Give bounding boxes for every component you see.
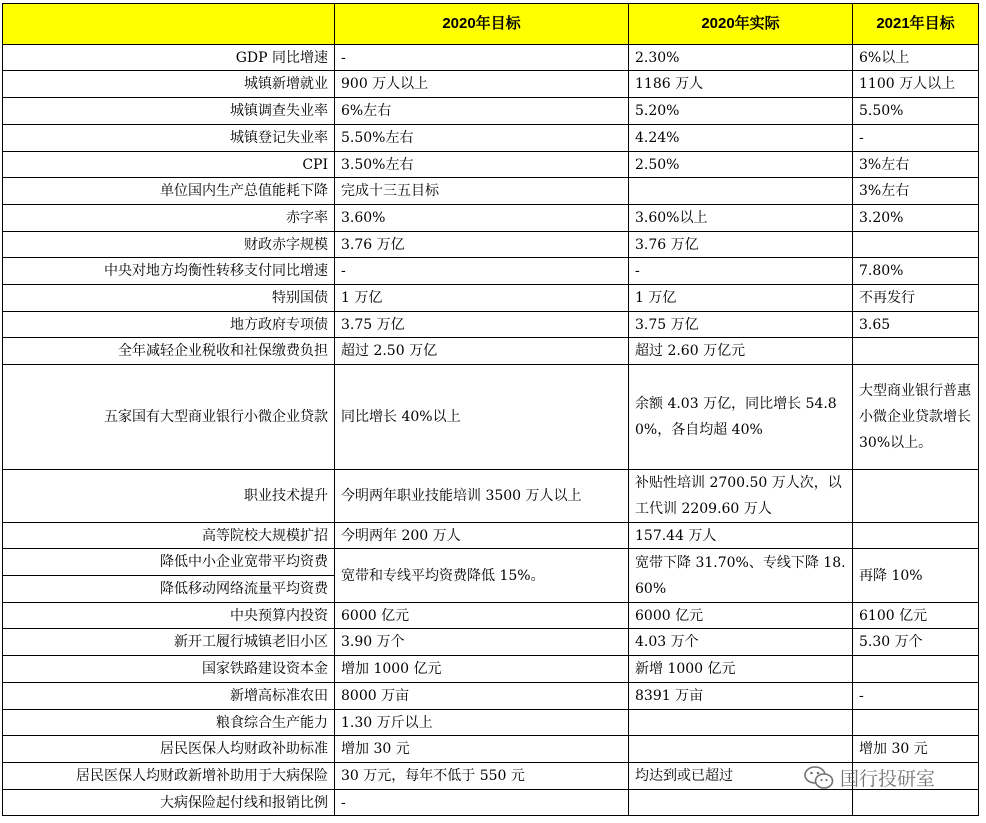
cell-2020-actual: 5.20% bbox=[629, 98, 853, 125]
cell-2021-target: 3.65 bbox=[853, 312, 979, 338]
cell-2021-target: 不再发行 bbox=[853, 285, 979, 312]
cell-2020-target: 3.50%左右 bbox=[335, 152, 629, 178]
cell-2021-target: 再降 10% bbox=[853, 549, 979, 603]
table-row bbox=[3, 98, 979, 125]
cell-2020-actual: 超过 2.60 万亿元 bbox=[629, 338, 853, 365]
cell-2020-target: 900 万人以上 bbox=[335, 71, 629, 98]
cell-2021-target bbox=[853, 656, 979, 683]
cell-2020-actual: 余额 4.03 万亿，同比增长 54.80%，各自均超 40% bbox=[629, 365, 853, 470]
cell-2020-actual: 均达到或已超过 bbox=[629, 763, 853, 790]
row-label: 大病保险起付线和报销比例 bbox=[3, 790, 335, 816]
table-row bbox=[3, 603, 979, 629]
cell-2020-target: - bbox=[335, 790, 629, 816]
cell-2020-target: 3.60% bbox=[335, 205, 629, 232]
table-row bbox=[3, 45, 979, 71]
row-label: 财政赤字规模 bbox=[3, 232, 335, 258]
table-row bbox=[3, 258, 979, 285]
header-2021-target: 2021年目标 bbox=[853, 4, 979, 45]
cell-2020-actual: 157.44 万人 bbox=[629, 523, 853, 549]
cell-2021-target bbox=[853, 232, 979, 258]
header-2020-target: 2020年目标 bbox=[335, 4, 629, 45]
cell-2020-actual: 3.75 万亿 bbox=[629, 312, 853, 338]
cell-2020-actual: 2.30% bbox=[629, 45, 853, 71]
cell-2020-actual: 3.76 万亿 bbox=[629, 232, 853, 258]
table-row bbox=[3, 365, 979, 470]
cell-2020-actual: 1 万亿 bbox=[629, 285, 853, 312]
cell-2020-actual: 8391 万亩 bbox=[629, 683, 853, 710]
cell-2020-target: 30 万元，每年不低于 550 元 bbox=[335, 763, 629, 790]
cell-2020-actual: 1186 万人 bbox=[629, 71, 853, 98]
cell-2020-actual bbox=[629, 178, 853, 205]
cell-2020-target: 超过 2.50 万亿 bbox=[335, 338, 629, 365]
cell-2021-target: 1100 万人以上 bbox=[853, 71, 979, 98]
cell-2021-target: 增加 30 元 bbox=[853, 736, 979, 763]
cell-2020-target: 3.75 万亿 bbox=[335, 312, 629, 338]
cell-2020-target: 6000 亿元 bbox=[335, 603, 629, 629]
table-row bbox=[3, 338, 979, 365]
cell-2021-target: 7.80% bbox=[853, 258, 979, 285]
cell-2021-target bbox=[853, 763, 979, 790]
cell-2020-actual: 补贴性培训 2700.50 万人次，以工代训 2209.60 万人 bbox=[629, 470, 853, 523]
row-label: 国家铁路建设资本金 bbox=[3, 656, 335, 683]
table-row bbox=[3, 736, 979, 763]
cell-2020-actual: 3.60%以上 bbox=[629, 205, 853, 232]
row-label: 城镇登记失业率 bbox=[3, 125, 335, 152]
table-row bbox=[3, 790, 979, 816]
cell-2021-target: 大型商业银行普惠小微企业贷款增长 30%以上。 bbox=[853, 365, 979, 470]
cell-2020-target: - bbox=[335, 45, 629, 71]
table-row bbox=[3, 178, 979, 205]
cell-2021-target: 5.30 万个 bbox=[853, 629, 979, 656]
cell-2020-actual: 4.24% bbox=[629, 125, 853, 152]
cell-2020-target: 5.50%左右 bbox=[335, 125, 629, 152]
row-label: 城镇新增就业 bbox=[3, 71, 335, 98]
table-row bbox=[3, 710, 979, 736]
cell-2020-actual: - bbox=[629, 258, 853, 285]
row-label: 新增高标准农田 bbox=[3, 683, 335, 710]
cell-2021-target: 3%左右 bbox=[853, 178, 979, 205]
table-row bbox=[3, 549, 979, 576]
cell-2020-actual: 4.03 万个 bbox=[629, 629, 853, 656]
cell-2021-target: 3%左右 bbox=[853, 152, 979, 178]
header-row bbox=[3, 4, 979, 45]
table-row bbox=[3, 205, 979, 232]
cell-2020-target: 今明两年职业技能培训 3500 万人以上 bbox=[335, 470, 629, 523]
cell-2020-actual: 2.50% bbox=[629, 152, 853, 178]
table-row bbox=[3, 656, 979, 683]
cell-2021-target: 6100 亿元 bbox=[853, 603, 979, 629]
row-label: 赤字率 bbox=[3, 205, 335, 232]
row-label: 城镇调查失业率 bbox=[3, 98, 335, 125]
row-label: 粮食综合生产能力 bbox=[3, 710, 335, 736]
cell-2021-target bbox=[853, 790, 979, 816]
cell-2021-target: 5.50% bbox=[853, 98, 979, 125]
cell-2020-actual bbox=[629, 736, 853, 763]
cell-2021-target: - bbox=[853, 683, 979, 710]
cell-2020-target: 完成十三五目标 bbox=[335, 178, 629, 205]
cell-2020-actual: 新增 1000 亿元 bbox=[629, 656, 853, 683]
table-body bbox=[3, 45, 979, 816]
cell-2020-target: 增加 1000 亿元 bbox=[335, 656, 629, 683]
cell-2020-target: 1.30 万斤以上 bbox=[335, 710, 629, 736]
row-label: 降低中小企业宽带平均资费 bbox=[3, 549, 335, 576]
table-row bbox=[3, 71, 979, 98]
table-row bbox=[3, 125, 979, 152]
header-2020-actual: 2020年实际 bbox=[629, 4, 853, 45]
row-label: GDP 同比增速 bbox=[3, 45, 335, 71]
row-label: 高等院校大规模扩招 bbox=[3, 523, 335, 549]
comparison-table bbox=[2, 3, 979, 816]
cell-2021-target bbox=[853, 338, 979, 365]
table-row bbox=[3, 232, 979, 258]
table-row bbox=[3, 470, 979, 523]
row-label: 单位国内生产总值能耗下降 bbox=[3, 178, 335, 205]
row-label: 居民医保人均财政新增补助用于大病保险 bbox=[3, 763, 335, 790]
cell-2020-target: 6%左右 bbox=[335, 98, 629, 125]
row-label: 中央预算内投资 bbox=[3, 603, 335, 629]
cell-2021-target bbox=[853, 523, 979, 549]
row-label: 居民医保人均财政补助标准 bbox=[3, 736, 335, 763]
row-label: 降低移动网络流量平均资费 bbox=[3, 576, 335, 603]
cell-2021-target bbox=[853, 470, 979, 523]
cell-2021-target: 3.20% bbox=[853, 205, 979, 232]
row-label: 全年减轻企业税收和社保缴费负担 bbox=[3, 338, 335, 365]
cell-2020-target: 今明两年 200 万人 bbox=[335, 523, 629, 549]
row-label: 中央对地方均衡性转移支付同比增速 bbox=[3, 258, 335, 285]
cell-2020-target: 8000 万亩 bbox=[335, 683, 629, 710]
cell-2021-target bbox=[853, 710, 979, 736]
row-label: 地方政府专项债 bbox=[3, 312, 335, 338]
row-label: CPI bbox=[3, 152, 335, 178]
cell-2020-target: 宽带和专线平均资费降低 15%。 bbox=[335, 549, 629, 603]
row-label: 新开工履行城镇老旧小区 bbox=[3, 629, 335, 656]
table-row bbox=[3, 523, 979, 549]
cell-2020-target: 3.90 万个 bbox=[335, 629, 629, 656]
cell-2020-target: 同比增长 40%以上 bbox=[335, 365, 629, 470]
cell-2020-actual: 宽带下降 31.70%、专线下降 18.60% bbox=[629, 549, 853, 603]
cell-2020-actual bbox=[629, 790, 853, 816]
cell-2021-target: - bbox=[853, 125, 979, 152]
table-row bbox=[3, 683, 979, 710]
row-label: 职业技术提升 bbox=[3, 470, 335, 523]
table-row bbox=[3, 312, 979, 338]
cell-2020-target: 1 万亿 bbox=[335, 285, 629, 312]
cell-2020-actual bbox=[629, 710, 853, 736]
cell-2020-actual: 6000 亿元 bbox=[629, 603, 853, 629]
watermark-text: 国行投研室 bbox=[840, 768, 936, 790]
cell-2021-target: 6%以上 bbox=[853, 45, 979, 71]
cell-2020-target: 3.76 万亿 bbox=[335, 232, 629, 258]
cell-2020-target: - bbox=[335, 258, 629, 285]
table-row bbox=[3, 285, 979, 312]
table-row bbox=[3, 763, 979, 790]
row-label: 特别国债 bbox=[3, 285, 335, 312]
cell-2020-target: 增加 30 元 bbox=[335, 736, 629, 763]
row-label: 五家国有大型商业银行小微企业贷款 bbox=[3, 365, 335, 470]
header-blank bbox=[3, 4, 335, 45]
table-row bbox=[3, 152, 979, 178]
table-row bbox=[3, 629, 979, 656]
